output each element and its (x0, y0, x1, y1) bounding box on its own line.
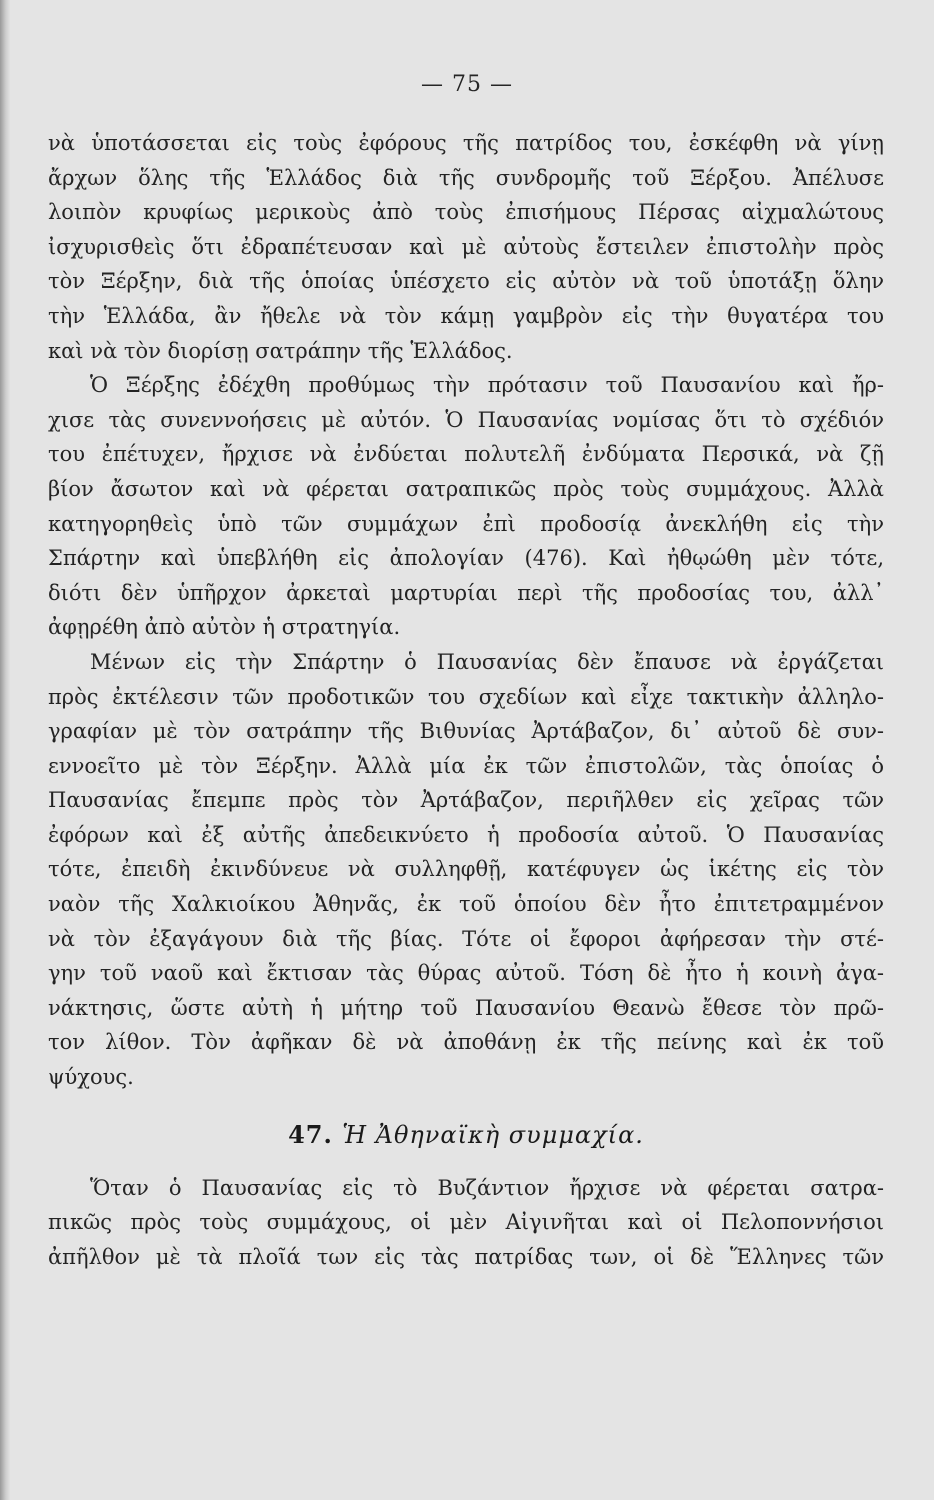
page-number: — 75 — (421, 72, 513, 97)
text-line: εννοεῖτο μὲ τὸν Ξέρξην. Ἀλλὰ μία ἐκ τῶν ἐπιστολῶν, τὰς ὁποίας ὁ (48, 753, 884, 778)
section-heading (48, 1109, 884, 1161)
text-line: Παυσανίας ἔπεμπε πρὸς τὸν Ἀρτάβαζον, περιῆλθεν εἰς χεῖρας τῶν (48, 788, 884, 813)
text-line: νὰ ὑποτάσσεται εἰς τοὺς ἐφόρους τῆς πατρίδος του, ἐσκέφθη νὰ γίνῃ (48, 131, 884, 155)
text-line: του ἐπέτυχεν, ἤρχισε νὰ ἐνδύεται πολυτελῆ ἐνδύματα Περσικά, νὰ ζῇ (48, 442, 884, 467)
text-line: διότι δὲν ὑπῆρχον ἀρκεταὶ μαρτυρίαι περὶ τῆς προδοσίας του, ἀλλ᾽ (48, 580, 884, 605)
paragraph-3 (48, 645, 884, 1095)
text-line: βίον ἄσωτον καὶ νὰ φέρεται σατραπικῶς πρὸς τοὺς συμμάχους. Ἀλλὰ (48, 476, 884, 501)
text-line: πικῶς πρὸς τοὺς συμμάχους, οἱ μὲν Αἰγινῆται καὶ οἱ Πελοποννήσιοι (48, 1210, 884, 1235)
paragraph-2 (48, 368, 884, 645)
page-binding-edge (0, 0, 10, 1500)
text-line: πρὸς ἐκτέλεσιν τῶν προδοτικῶν του σχεδίων καὶ εἶχε τακτικὴν ἀλληλο- (48, 684, 884, 709)
text-line: λοιπὸν κρυφίως μερικοὺς ἀπὸ τοὺς ἐπισήμους Πέρσας αἰχμαλώτους (48, 200, 884, 225)
text-line: κατηγορηθεὶς ὑπὸ τῶν συμμάχων ἐπὶ προδοσίᾳ ἀνεκλήθη εἰς τὴν (48, 511, 884, 536)
text-line: Μένων εἰς τὴν Σπάρτην ὁ Παυσανίας δὲν ἔπαυσε νὰ ἐργάζεται (90, 649, 884, 674)
text-line: ἰσχυρισθεὶς ὅτι ἐδραπέτευσαν καὶ μὲ αὐτοὺς ἔστειλεν ἐπιστολὴν πρὸς (48, 234, 884, 259)
text-line: γην τοῦ ναοῦ καὶ ἔκτισαν τὰς θύρας αὐτοῦ. Τόση δὲ ἦτο ἡ κοινὴ ἀγα- (48, 961, 884, 986)
text-line: τότε, ἐπειδὴ ἐκινδύνευε νὰ συλληφθῇ, κατέφυγεν ὡς ἱκέτης εἰς τὸν (48, 857, 884, 882)
text-line: νάκτησις, ὥστε αὐτὴ ἡ μήτηρ τοῦ Παυσανίου Θεανὼ ἔθεσε τὸν πρῶ- (48, 995, 884, 1020)
body-text (48, 126, 884, 1274)
paragraph-4 (48, 1171, 884, 1275)
text-line: νὰ τὸν ἐξαγάγουν διὰ τῆς βίας. Τότε οἱ ἔφοροι ἀφήρεσαν τὴν στέ- (48, 926, 884, 951)
section-number: 47. (288, 1119, 333, 1149)
paragraph-1 (48, 126, 884, 368)
text-line: γραφίαν μὲ τὸν σατράπην τῆς Βιθυνίας Ἀρτάβαζον, δι᾽ αὐτοῦ δὲ συν- (48, 719, 884, 744)
text-line: τον λίθον. Τὸν ἀφῆκαν δὲ νὰ ἀποθάνῃ ἐκ τῆς πείνης καὶ ἐκ τοῦ (48, 1030, 884, 1055)
text-line: ἀφῃρέθη ἀπὸ αὐτὸν ἡ στρατηγία. (48, 615, 401, 640)
text-line: τὸν Ξέρξην, διὰ τῆς ὁποίας ὑπέσχετο εἰς αὐτὸν νὰ τοῦ ὑποτάξῃ ὅλην (48, 269, 884, 294)
text-line: Ὅταν ὁ Παυσανίας εἰς τὸ Βυζάντιον ἤρχισε νὰ φέρεται σατρα- (90, 1175, 884, 1200)
text-line: ψύχους. (48, 1065, 134, 1090)
text-line: καὶ νὰ τὸν διορίσῃ σατράπην τῆς Ἑλλάδος. (48, 338, 513, 363)
text-line: ἀπῆλθον μὲ τὰ πλοῖά των εἰς τὰς πατρίδας των, οἱ δὲ Ἕλληνες τῶν (48, 1244, 884, 1269)
text-line: Σπάρτην καὶ ὑπεβλήθη εἰς ἀπολογίαν (476). Καὶ ἠθῳώθη μὲν τότε, (48, 546, 884, 571)
text-line: ἄρχων ὅλης τῆς Ἑλλάδος διὰ τῆς συνδρομῆς τοῦ Ξέρξου. Ἀπέλυσε (48, 165, 884, 190)
text-line: Ὁ Ξέρξης ἐδέχθη προθύμως τὴν πρότασιν τοῦ Παυσανίου καὶ ἤρ- (90, 373, 884, 398)
section-title: Ἡ Ἀθηναϊκὴ συμμαχία. (342, 1120, 644, 1149)
text-line: ναὸν τῆς Χαλκιοίκου Ἀθηνᾶς, ἐκ τοῦ ὁποίου δὲν ἦτο ἐπιτετραμμένον (48, 892, 884, 917)
text-line: ἐφόρων καὶ ἐξ αὐτῆς ἀπεδεικνύετο ἡ προδοσία αὐτοῦ. Ὁ Παυσανίας (48, 822, 884, 847)
text-line: χισε τὰς συνεννοήσεις μὲ αὐτόν. Ὁ Παυσανίας νομίσας ὅτι τὸ σχέδιόν (48, 407, 884, 432)
text-line: τὴν Ἑλλάδα, ἂν ἤθελε νὰ τὸν κάμῃ γαμβρὸν εἰς τὴν θυγατέρα του (48, 303, 884, 328)
